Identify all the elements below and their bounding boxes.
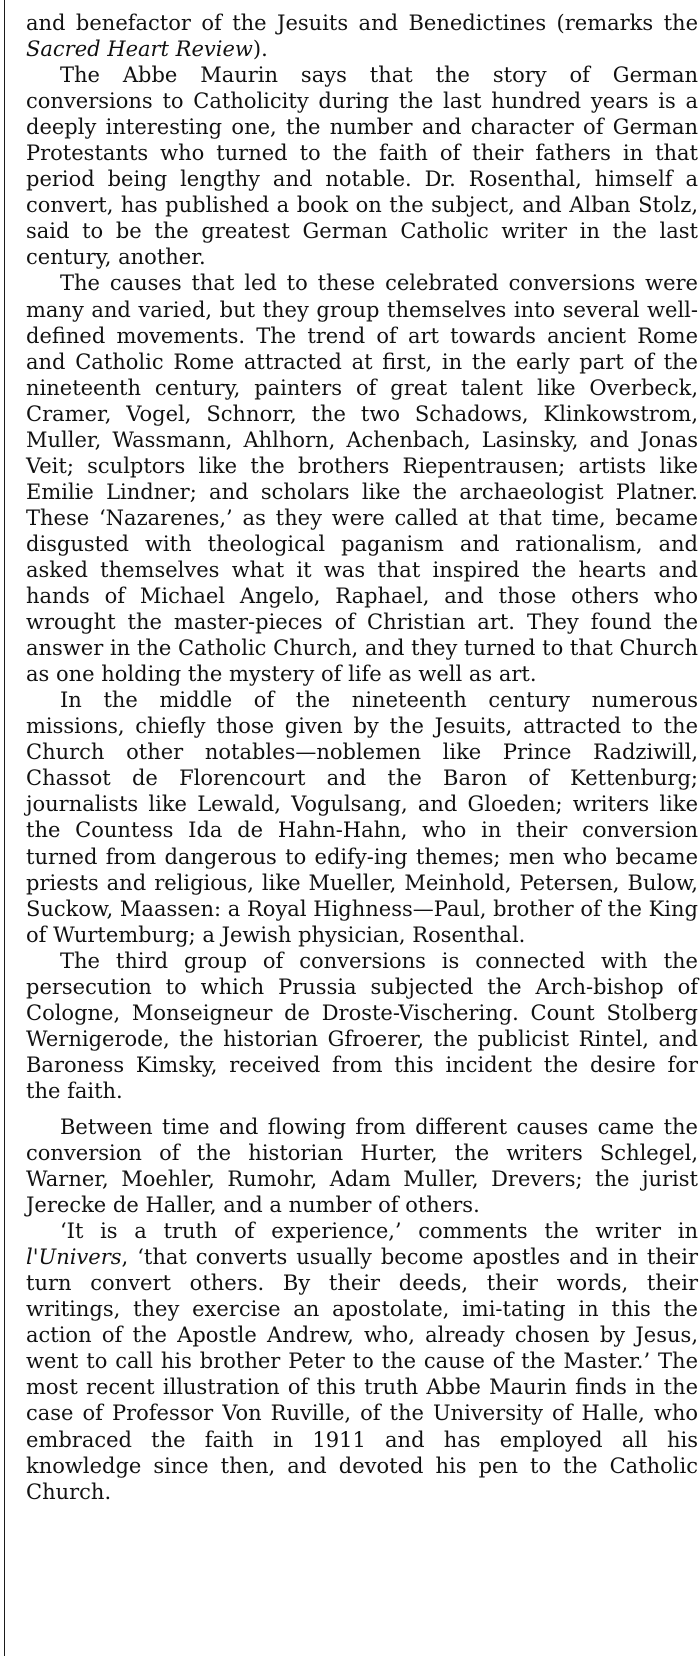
paragraph-between-time: Between time and flowing from different causes came the conversion of the historian Hurter, the writers Schlegel, Warner, Moehler, Rumohr, Adam Muller, Drevers; the jurist Jerecke de Haller, and a number of others.: [26, 1114, 698, 1218]
paragraph-truth-text-1: ‘It is a truth of experience,’ comments the writer in: [60, 1219, 698, 1244]
publication-title-l-univers: l'Univers: [26, 1245, 122, 1270]
paragraph-intro-text-2: ).: [252, 37, 268, 62]
paragraph-missions: In the middle of the nineteenth century numerous missions, chiefly those given by the Jesuits, attracted to the Church other notables—noblemen like Prince Radziwill, Chassot de Florencourt and the Baron of Kettenburg; journalists like Lewald, Vogulsang, and Gloeden; writers like the Countess Ida de Hahn-Hahn, who in their conversion turned from dangerous to edify-ing themes; men who became priests and religious, like Mueller, Meinhold, Petersen, Bulow, Suckow, Maassen: a Royal Highness—Paul, brother of the King of Wurtemburg; a Jewish physician, Rosenthal.: [26, 688, 698, 947]
publication-title-sacred-heart-review: Sacred Heart Review: [26, 37, 253, 62]
paragraph-truth-text-2: , ‘that converts usually become apostles and in their turn convert others. By their deeds, their words, their writings, they exercise an apostolate, imi-tating in this the action of the Apostle Andrew, who, already chosen by Jesus, went to call his brother Peter to the cause of the Master.’ The most recent illustration of this truth Abbe Maurin finds in the case of Professor Von Ruville, of the University of Halle, who embraced the faith in 1911 and has employed all his knowledge since then, and devoted his pen to the Catholic Church.: [26, 1245, 698, 1504]
paragraph-intro-text-1: and benefactor of the Jesuits and Benedictines (remarks the: [26, 11, 698, 35]
column-rule: [4, 0, 5, 1656]
paragraph-abbe-maurin: The Abbe Maurin says that the story of German conversions to Catholicity during the last hundred years is a deeply interesting one, the number and character of German Protestants who turned to the faith of their fathers in that period being lengthy and notable. Dr. Rosenthal, himself a convert, has published a book on the subject, and Alban Stolz, said to be the greatest German Catholic writer in the last century, another.: [26, 63, 698, 270]
paragraph-truth-of-experience: [26, 1218, 698, 1505]
paragraph-causes: The causes that led to these celebrated conversions were many and varied, but they group themselves into several well-defined movements. The trend of art towards ancient Rome and Catholic Rome attracted at first, in the early part of the nineteenth century, painters of great talent like Overbeck, Cramer, Vogel, Schnorr, the two Schadows, Klinkowstrom, Muller, Wassmann, Ahlhorn, Achenbach, Lasinsky, and Jonas Veit; sculptors like the brothers Riepentrausen; artists like Emilie Lindner; and scholars like the archaeologist Platner. These ‘Nazarenes,’ as they were called at that time, became disgusted with theological paganism and rationalism, and asked themselves what it was that inspired the hearts and hands of Michael Angelo, Raphael, and those others who wrought the master-pieces of Christian art. They found the answer in the Catholic Church, and they turned to that Church as one holding the mystery of life as well as art.: [26, 271, 698, 687]
paragraph-third-group: The third group of conversions is connected with the persecution to which Prussia subjected the Arch-bishop of Cologne, Monseigneur de Droste-Vischering. Count Stolberg Wernigerode, the historian Gfroerer, the publicist Rintel, and Baroness Kimsky, received from this incident the desire for the faith.: [26, 948, 698, 1103]
article-column: [26, 10, 698, 1505]
paragraph-intro: [26, 10, 698, 62]
